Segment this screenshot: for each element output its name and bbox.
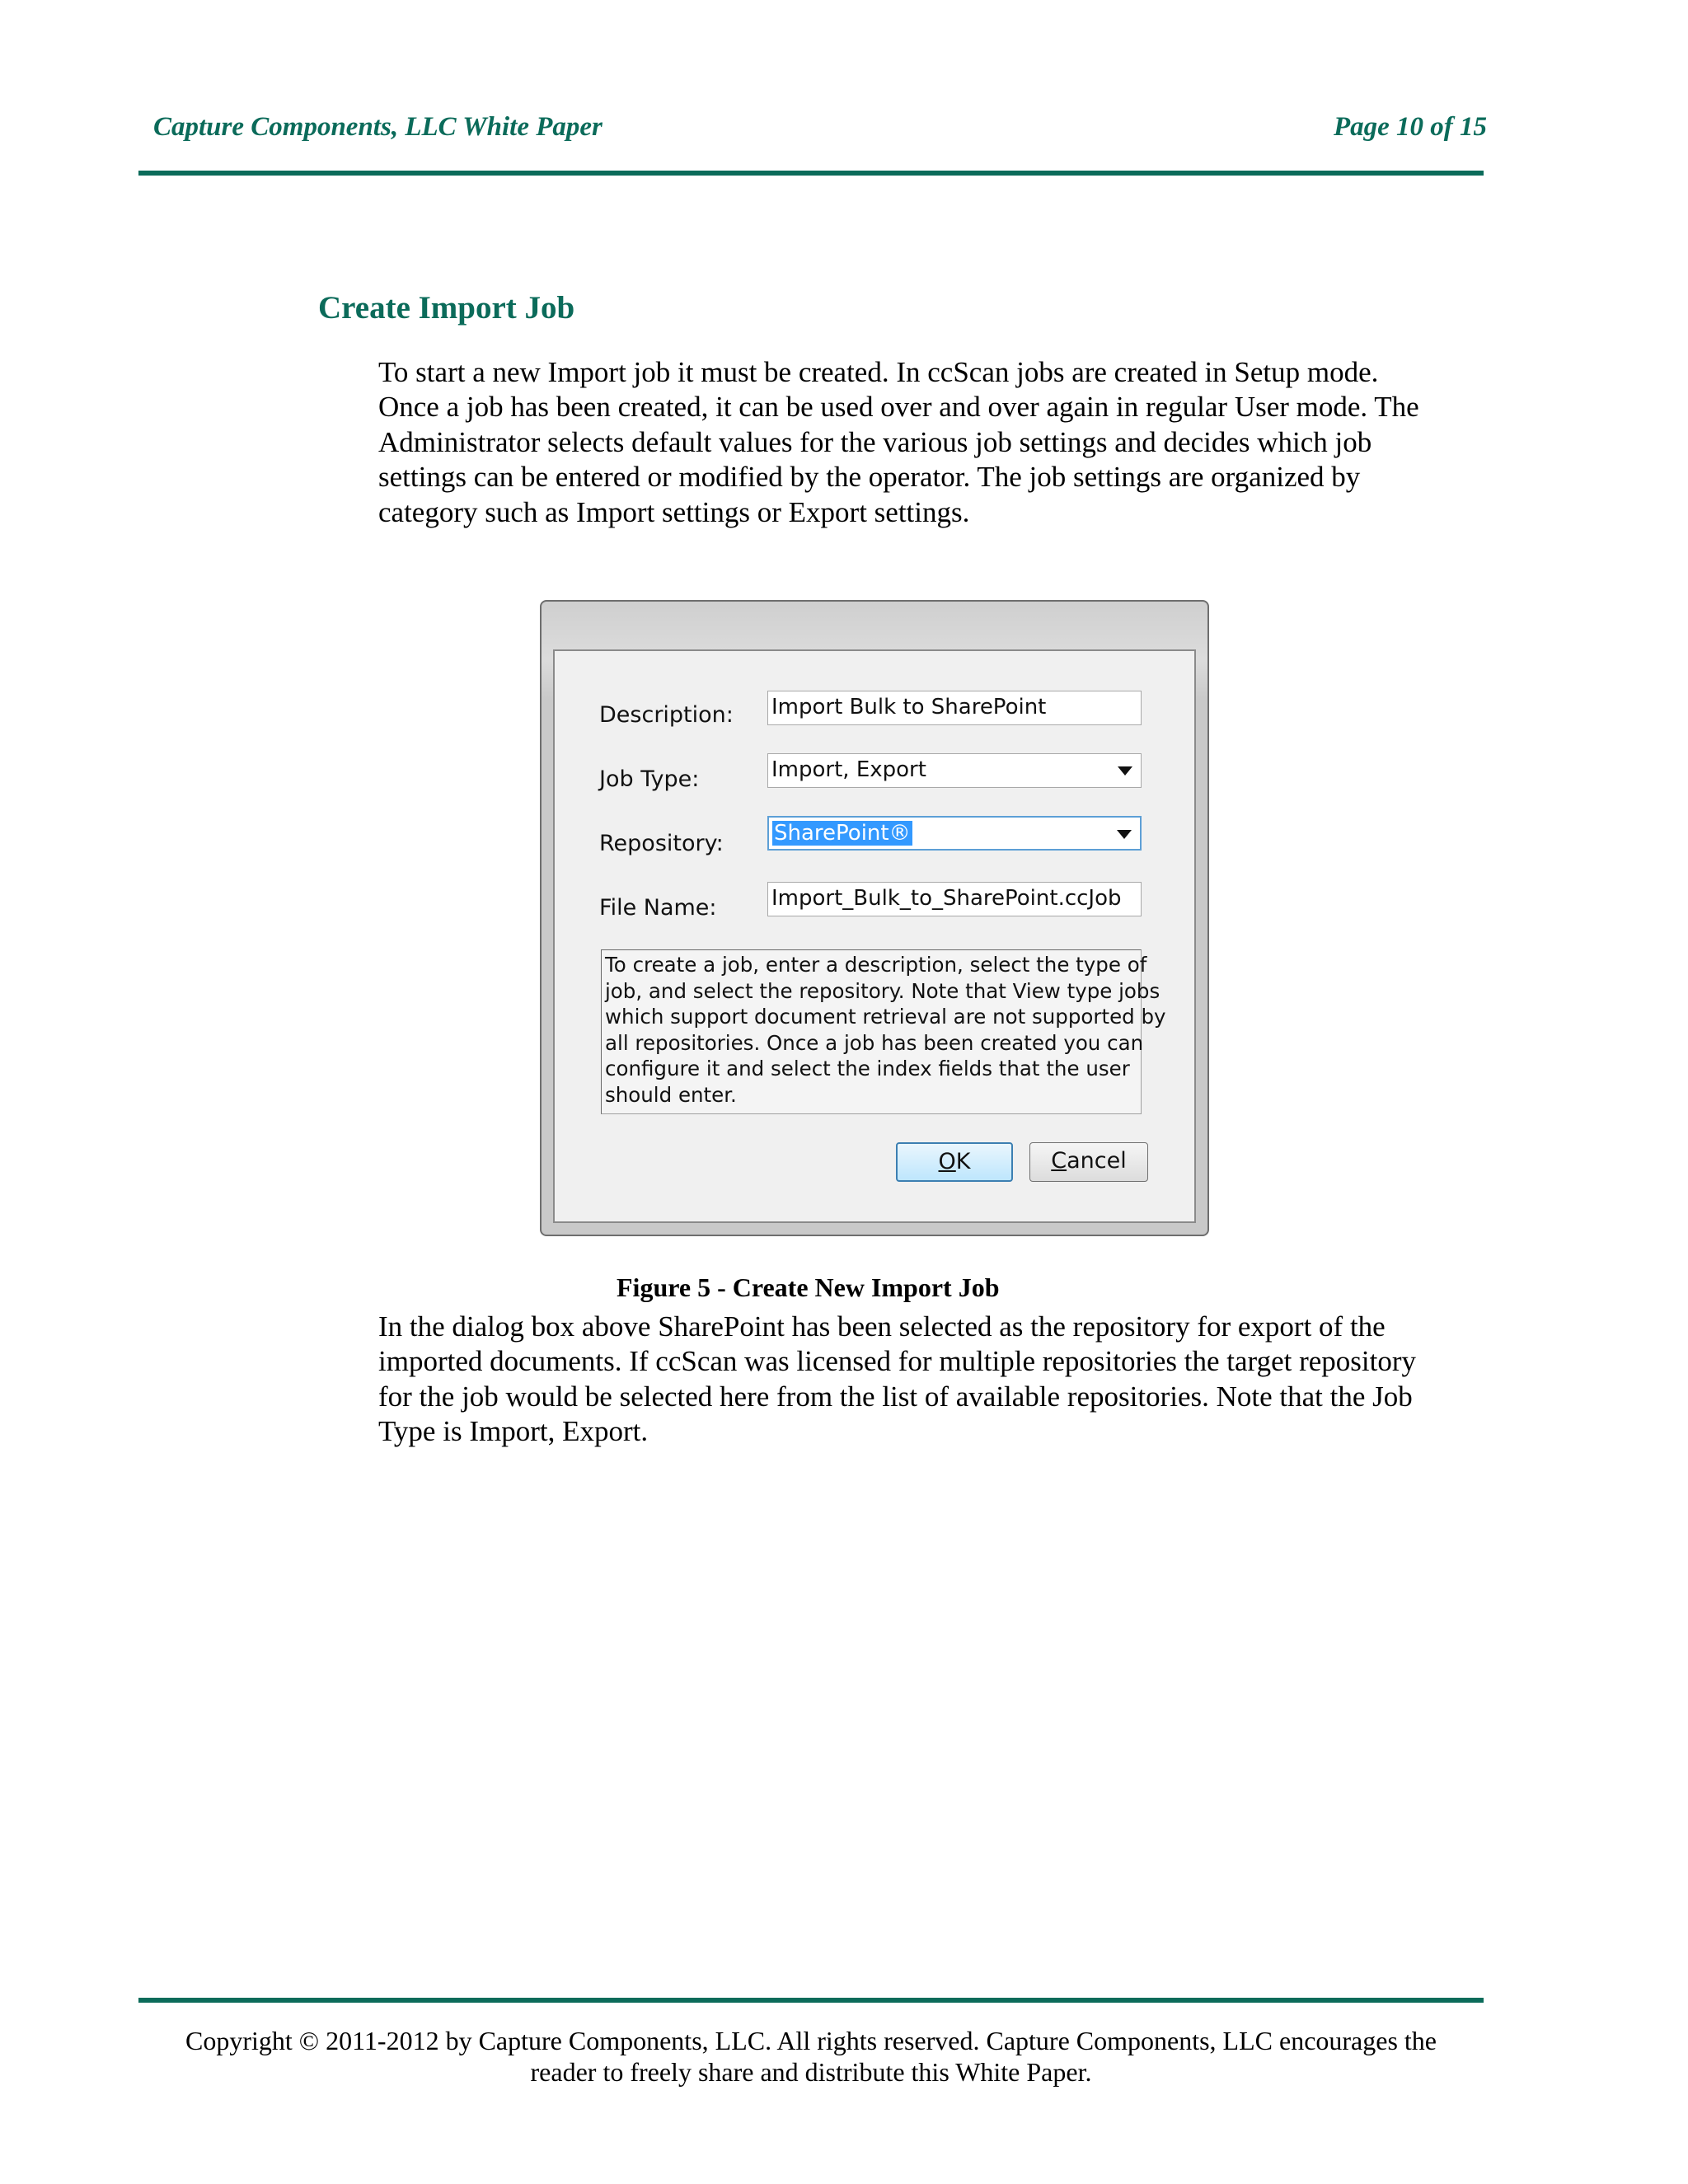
section-title: Create Import Job: [318, 290, 575, 326]
paragraph-line: category such as Import settings or Export settings.: [378, 495, 970, 528]
paragraph-line: To start a new Import job it must be created. In ccScan jobs are created in Setup mode.: [378, 356, 1379, 388]
dialog-content-panel: [553, 649, 1196, 1223]
description-label: Description:: [599, 702, 734, 728]
footer-copyright: [138, 2025, 1484, 2088]
explanation-paragraph: [378, 1310, 1487, 1450]
paragraph-line: for the job would be selected here from the list of available repositories. Note that the Job: [378, 1380, 1413, 1413]
header-rule: [138, 171, 1484, 176]
figure-caption: Figure 5 - Create New Import Job: [617, 1272, 1000, 1302]
footer-line: reader to freely share and distribute this White Paper.: [530, 2057, 1092, 2087]
file-name-label: File Name:: [599, 895, 717, 921]
repository-value: SharePoint®: [774, 821, 911, 846]
help-line: all repositories. Once a job has been created you can: [605, 1030, 1144, 1055]
cancel-button[interactable]: [1029, 1142, 1148, 1182]
footer-line: Copyright © 2011-2012 by Capture Components, LLC. All rights reserved. Capture Components, LLC encourages the: [185, 2026, 1437, 2055]
paragraph-line: settings can be entered or modified by the operator. The job settings are organized by: [378, 461, 1361, 494]
page-number: Page 10 of 15: [1334, 112, 1488, 142]
file-name-input[interactable]: Import_Bulk_to_SharePoint.ccJob: [767, 882, 1142, 916]
ok-button[interactable]: [896, 1142, 1013, 1182]
job-type-select[interactable]: [767, 753, 1142, 788]
cancel-label: ancel: [1067, 1148, 1127, 1174]
job-type-label: Job Type:: [599, 766, 700, 792]
repository-label: Repository:: [599, 831, 724, 856]
paragraph-line: Once a job has been created, it can be used over and over again in regular User mode. The: [378, 391, 1419, 424]
help-line: configure it and select the index fields that the user: [605, 1057, 1130, 1080]
job-type-value: Import, Export: [771, 757, 926, 782]
description-input[interactable]: Import Bulk to SharePoint: [767, 691, 1142, 725]
intro-paragraph: [378, 355, 1487, 530]
paragraph-line: Administrator selects default values for the various job settings and decides which job: [378, 425, 1372, 458]
paragraph-line: imported documents. If ccScan was licensed for multiple repositories the target repository: [378, 1345, 1416, 1378]
chevron-down-icon[interactable]: [1118, 766, 1132, 776]
help-line: To create a job, enter a description, select the type of: [605, 953, 1147, 977]
help-line: job, and select the repository. Note that View type jobs: [605, 978, 1160, 1003]
help-text-box: [601, 949, 1166, 1114]
ok-mnemonic: O: [938, 1149, 956, 1174]
ok-label: K: [955, 1149, 971, 1174]
create-job-dialog: [540, 600, 1209, 1236]
header-title: Capture Components, LLC White Paper: [153, 112, 603, 142]
paragraph-line: In the dialog box above SharePoint has been selected as the repository for export of the: [378, 1310, 1386, 1343]
help-line: should enter.: [605, 1082, 737, 1107]
footer-rule: [138, 1998, 1484, 2003]
repository-select[interactable]: [767, 816, 1142, 851]
paragraph-line: Type is Import, Export.: [378, 1415, 649, 1448]
help-line: which support document retrieval are not supported by: [605, 1005, 1166, 1029]
chevron-down-icon[interactable]: [1117, 830, 1132, 839]
cancel-mnemonic: C: [1051, 1148, 1067, 1174]
